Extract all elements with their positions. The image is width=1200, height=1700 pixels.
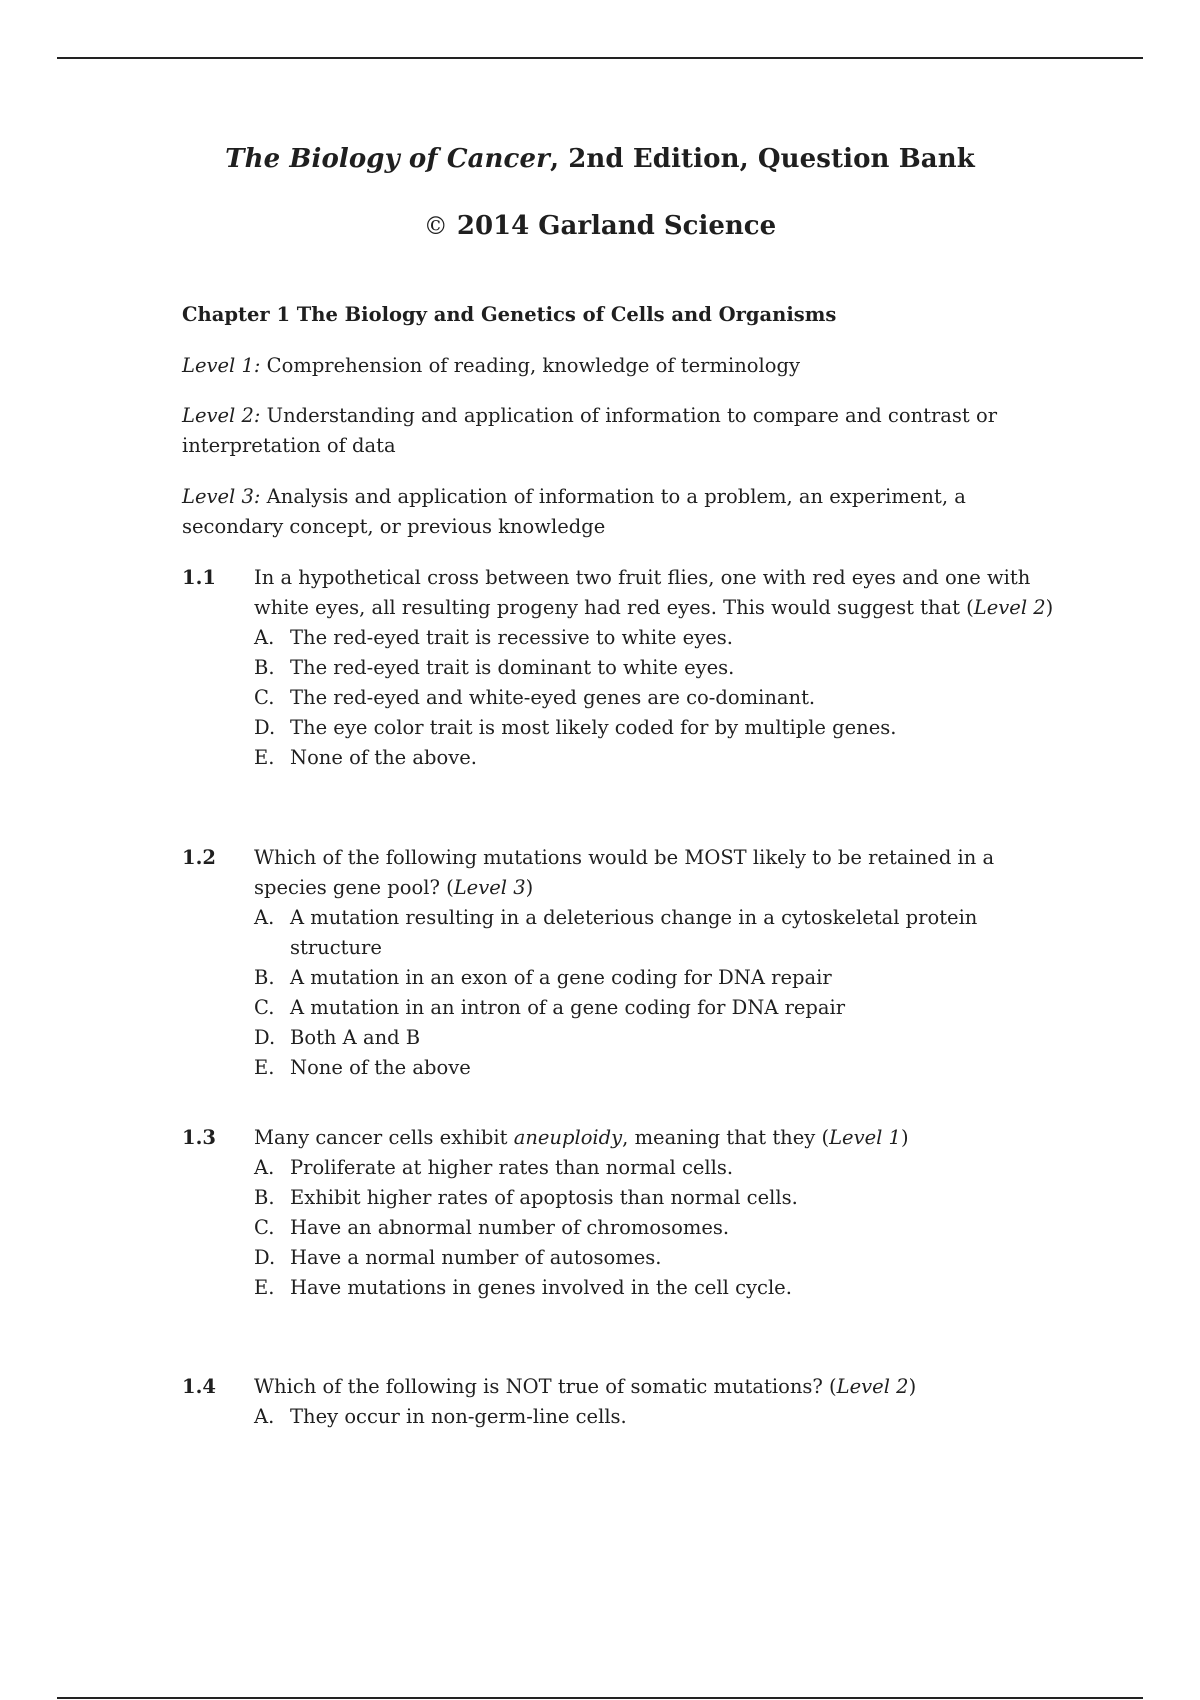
answer-option: D. Both A and B [254,1026,421,1049]
italic-term: aneuploidy [513,1126,623,1149]
question-1-3 [182,1123,1062,1303]
question-1-2 [182,843,1062,1083]
question-1-1 [182,563,1062,773]
question-level: Level 2 [836,1375,909,1398]
question-1-4 [182,1372,1062,1432]
question-level: Level 3 [453,876,526,899]
answer-option: D. Have a normal number of autosomes. [254,1246,662,1269]
answer-option: A. The red-eyed trait is recessive to white eyes. [254,626,733,649]
question-level: Level 2 [973,596,1046,619]
level-label: Level 3: [182,485,261,508]
level-label: Level 1: [182,354,261,377]
answer-options [254,903,1062,1083]
top-rule [57,57,1143,59]
question-number: 1.1 [182,566,216,589]
answer-option: C. A mutation in an intron of a gene coding for DNA repair [254,996,846,1019]
chapter-heading: Chapter 1 The Biology and Genetics of Cells and Organisms [182,303,837,326]
copyright-symbol: © [423,212,448,240]
question-number: 1.4 [182,1375,216,1398]
answer-option: B. Exhibit higher rates of apoptosis than normal cells. [254,1186,798,1209]
question-stem: Which of the following mutations would be MOST likely to be retained in a species gene pool? (Level 3) [254,846,995,899]
answer-option: E. None of the above [254,1056,471,1079]
level-text: Analysis and application of information to a problem, an experiment, a secondary concept, or previous knowledge [182,485,966,538]
copyright-line [0,211,1200,241]
answer-option: C. Have an abnormal number of chromosomes. [254,1216,730,1239]
question-level: Level 1 [829,1126,901,1149]
answer-option: E. None of the above. [254,746,477,769]
answer-option: E. Have mutations in genes involved in the cell cycle. [254,1276,792,1299]
level-3-definition [182,482,1062,542]
answer-option: C. The red-eyed and white-eyed genes are co-dominant. [254,686,816,709]
bottom-rule [57,1697,1143,1699]
title-rest: , 2nd Edition, Question Bank [549,144,975,174]
answer-option: D. The eye color trait is most likely coded for by multiple genes. [254,716,897,739]
answer-options [254,1153,1062,1303]
answer-options [254,1402,1062,1432]
answer-options [254,623,1062,773]
level-text: Comprehension of reading, knowledge of terminology [266,354,801,377]
document-title [0,144,1200,174]
question-number: 1.3 [182,1126,216,1149]
level-text: Understanding and application of information to compare and contrast or interpretation of data [182,404,998,457]
level-1-definition [182,351,1062,381]
question-stem: In a hypothetical cross between two fruit flies, one with red eyes and one with white eyes, all resulting progeny had red eyes. This would suggest that (Level 2) [254,566,1054,619]
level-2-definition [182,401,1062,461]
question-number: 1.2 [182,846,216,869]
title-book-name: The Biology of Cancer [225,144,550,174]
level-label: Level 2: [182,404,261,427]
answer-option: A. Proliferate at higher rates than normal cells. [254,1156,734,1179]
answer-option: B. The red-eyed trait is dominant to white eyes. [254,656,735,679]
answer-option: A. They occur in non-germ-line cells. [254,1405,627,1428]
question-stem: Many cancer cells exhibit aneuploidy, meaning that they (Level 1) [254,1126,909,1149]
answer-option: B. A mutation in an exon of a gene coding for DNA repair [254,966,832,989]
question-stem: Which of the following is NOT true of somatic mutations? (Level 2) [254,1375,917,1398]
answer-option: A. A mutation resulting in a deleterious change in a cytoskeletal protein structure [254,906,978,959]
copyright-text: 2014 Garland Science [456,211,777,241]
